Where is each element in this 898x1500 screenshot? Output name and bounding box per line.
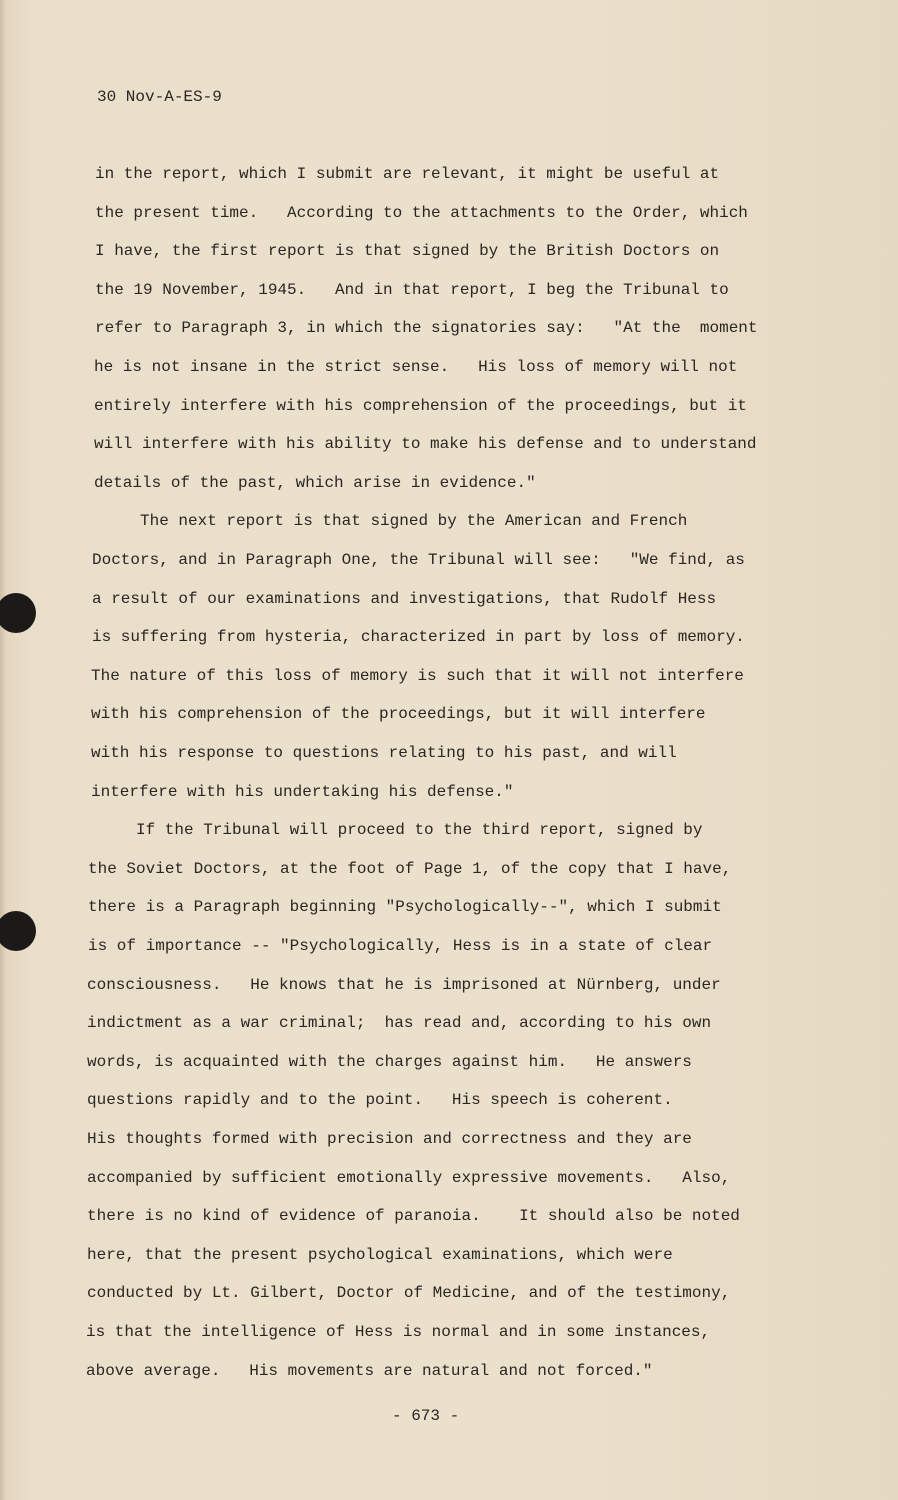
page-number: - 673 - <box>392 1407 460 1425</box>
text-line: with his response to questions relating to his past, and will <box>91 744 677 762</box>
text-line: is of importance -- "Psychologically, Hess is in a state of clear <box>88 937 713 955</box>
text-line: entirely interfere with his comprehension of the proceedings, but it <box>94 396 747 415</box>
text-line: interfere with his undertaking his defense." <box>91 782 514 801</box>
text-line: indictment as a war criminal; has read and, according to his own <box>87 1014 712 1033</box>
text-line: in the report, which I submit are relevant, it might be useful at <box>95 165 720 183</box>
text-line: words, is acquainted with the charges against him. He answers <box>87 1052 692 1071</box>
text-line: refer to Paragraph 3, in which the signatories say: "At the moment <box>95 319 758 338</box>
text-line: the present time. According to the attachments to the Order, which <box>95 203 748 222</box>
text-line: accompanied by sufficient emotionally expressive movements. Also, <box>87 1168 731 1187</box>
text-line: If the Tribunal will proceed to the third report, signed by <box>136 821 703 840</box>
document-header-code: 30 Nov-A-ES-9 <box>97 88 222 106</box>
binder-hole <box>0 911 36 951</box>
text-line: is suffering from hysteria, characterized in part by loss of memory. <box>92 628 745 647</box>
text-line: the 19 November, 1945. And in that report, I beg the Tribunal to <box>95 280 729 299</box>
text-line: a result of our examinations and investigations, that Rudolf Hess <box>92 589 717 608</box>
text-line: he is not insane in the strict sense. His loss of memory will not <box>94 358 738 376</box>
text-line: details of the past, which arise in evidence." <box>94 473 536 492</box>
text-line: consciousness. He knows that he is imprisoned at Nürnberg, under <box>87 975 721 994</box>
text-line: is that the intelligence of Hess is normal and in some instances, <box>86 1323 711 1341</box>
text-line: Doctors, and in Paragraph One, the Tribunal will see: "We find, as <box>92 551 745 569</box>
text-line: I have, the first report is that signed by the British Doctors on <box>95 242 720 261</box>
text-line: above average. His movements are natural and not forced." <box>86 1361 653 1380</box>
text-line: conducted by Lt. Gilbert, Doctor of Medicine, and of the testimony, <box>87 1284 731 1303</box>
text-line: will interfere with his ability to make his defense and to understand <box>94 435 757 454</box>
text-line: the Soviet Doctors, at the foot of Page 1, of the copy that I have, <box>88 859 732 878</box>
text-line: The next report is that signed by the American and French <box>140 512 688 531</box>
text-line: with his comprehension of the proceedings, but it will interfere <box>91 705 706 724</box>
text-line: His thoughts formed with precision and correctness and they are <box>87 1130 692 1148</box>
text-line: there is no kind of evidence of paranoia. It should also be noted <box>87 1207 740 1226</box>
text-line: here, that the present psychological examinations, which were <box>87 1245 673 1264</box>
binder-hole <box>0 593 36 633</box>
text-line: The nature of this loss of memory is such that it will not interfere <box>91 666 744 685</box>
text-line: questions rapidly and to the point. His speech is coherent. <box>87 1091 673 1110</box>
text-line: there is a Paragraph beginning "Psychologically--", which I submit <box>88 898 722 917</box>
